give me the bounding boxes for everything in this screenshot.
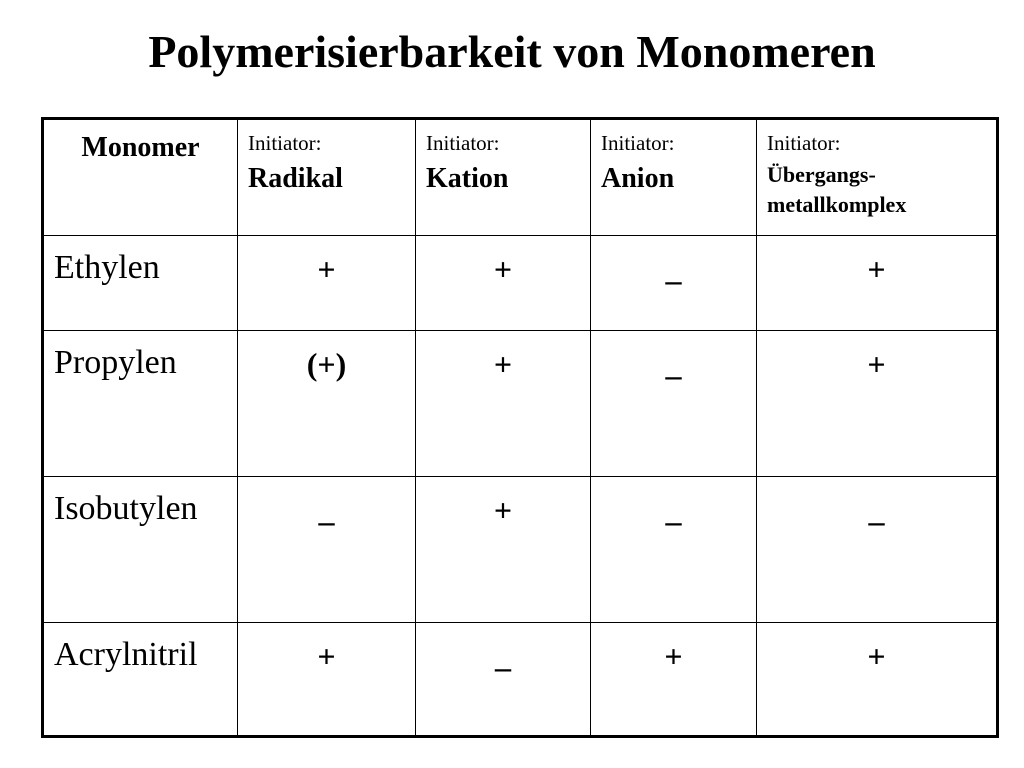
table-row bbox=[43, 623, 998, 737]
header-monomer: Monomer bbox=[43, 119, 238, 236]
monomer-name: Isobutylen bbox=[43, 477, 238, 623]
value-anion: + bbox=[591, 623, 757, 737]
value-kation: + bbox=[416, 477, 591, 623]
header-radikal bbox=[238, 119, 416, 236]
header-anion-prefix: Initiator: bbox=[601, 131, 675, 155]
table-row bbox=[43, 236, 998, 331]
value-uebergangsmetallkomplex: + bbox=[757, 236, 998, 331]
table-row bbox=[43, 331, 998, 477]
value-radikal: (+) bbox=[238, 331, 416, 477]
header-uebergangsmetallkomplex bbox=[757, 119, 998, 236]
value-radikal: _ bbox=[238, 477, 416, 623]
header-uebergangsmetallkomplex-prefix: Initiator: bbox=[767, 131, 841, 155]
header-radikal-prefix: Initiator: bbox=[248, 131, 322, 155]
value-kation: _ bbox=[416, 623, 591, 737]
value-kation: + bbox=[416, 331, 591, 477]
header-kation bbox=[416, 119, 591, 236]
monomer-name: Ethylen bbox=[43, 236, 238, 331]
monomer-name: Acrylnitril bbox=[43, 623, 238, 737]
header-kation-prefix: Initiator: bbox=[426, 131, 500, 155]
value-uebergangsmetallkomplex: + bbox=[757, 331, 998, 477]
value-uebergangsmetallkomplex: + bbox=[757, 623, 998, 737]
value-radikal: + bbox=[238, 623, 416, 737]
header-radikal-name: Radikal bbox=[248, 163, 343, 194]
header-anion-name: Anion bbox=[601, 163, 675, 194]
page-title: Polymerisierbarkeit von Monomeren bbox=[148, 26, 876, 77]
value-kation: + bbox=[416, 236, 591, 331]
value-anion: _ bbox=[591, 477, 757, 623]
value-anion: _ bbox=[591, 331, 757, 477]
value-radikal: + bbox=[238, 236, 416, 331]
value-uebergangsmetallkomplex: _ bbox=[757, 477, 998, 623]
polymerization-table bbox=[41, 117, 999, 738]
value-anion: _ bbox=[591, 236, 757, 331]
header-uebergangsmetallkomplex-name: Übergangs- metallkomplex bbox=[767, 162, 907, 217]
header-anion bbox=[591, 119, 757, 236]
table-header-row bbox=[43, 119, 998, 236]
header-kation-name: Kation bbox=[426, 163, 509, 194]
table-row bbox=[43, 477, 998, 623]
monomer-name: Propylen bbox=[43, 331, 238, 477]
